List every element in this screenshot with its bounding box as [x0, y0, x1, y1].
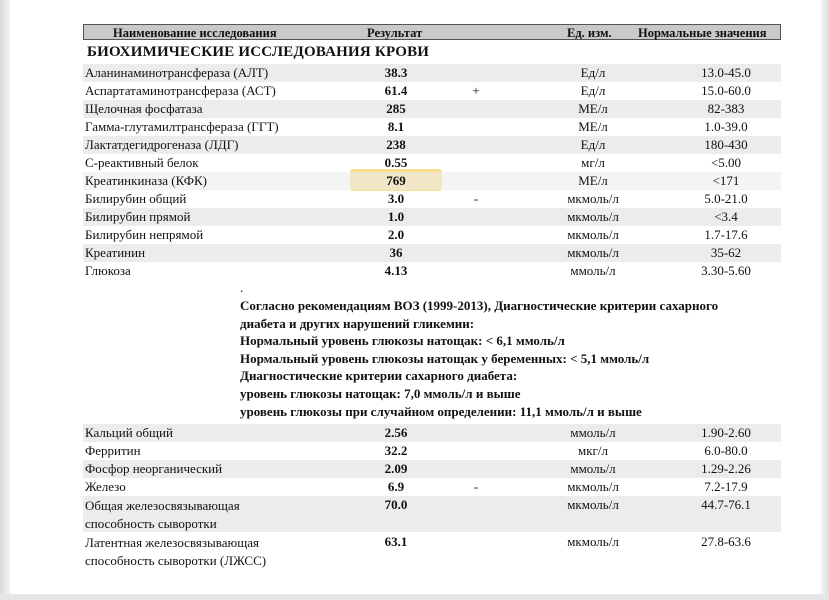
- table-row: Латентная железосвязывающая способность сыворотки (ЛЖСС) 63.1 мкмоль/л 27.8-63.6: [85, 534, 751, 568]
- row-name-line1: Латентная железосвязывающая: [85, 535, 259, 550]
- page-edge-right: [821, 0, 829, 600]
- note-line: Нормальный уровень глюкозы натощак: < 6,1 ммоль/л: [240, 333, 565, 349]
- table-row: Глюкоза 4.13 ммоль/л 3.30-5.60: [85, 263, 751, 278]
- page-edge-left: [0, 0, 10, 600]
- note-line: Согласно рекомендациям ВОЗ (1999-2013), Диагностические критерии сахарного: [240, 298, 719, 313]
- table-row: Фосфор неорганический 2.09 ммоль/л 1.29-2.26: [83, 460, 781, 478]
- table-row: С-реактивный белок 0.55 мг/л <5.00: [85, 155, 742, 170]
- note-line: диабета и других нарушений гликемии:: [240, 315, 475, 331]
- note-line: Диагностические критерии сахарного диабета:: [240, 368, 518, 384]
- table-row: Билирубин прямой 1.0 мкмоль/л <3.4: [83, 208, 781, 226]
- note-line: уровень глюкозы натощак: 7,0 ммоль/л и выше: [240, 385, 521, 401]
- note-dot: .: [240, 280, 244, 295]
- table-row: Билирубин общий 3.0 - мкмоль/л 5.0-21.0: [85, 191, 748, 206]
- section-title: БИОХИМИЧЕСКИЕ ИССЛЕДОВАНИЯ КРОВИ: [87, 44, 430, 60]
- table-row: Аспартатаминотрансфераза (АСТ) 61.4 + Ед/л 15.0-60.0: [85, 83, 751, 98]
- note-line: Нормальный уровень глюкозы натощак у беременных: < 5,1 ммоль/л: [240, 350, 650, 366]
- note-line: уровень глюкозы при случайном определении: 11,1 ммоль/л и выше: [240, 403, 642, 419]
- table-row: Билирубин непрямой 2.0 мкмоль/л 1.7-17.6: [85, 227, 748, 242]
- table-row: Железо 6.9 - мкмоль/л 7.2-17.9: [85, 479, 748, 494]
- header-unit: Ед. изм.: [567, 26, 612, 40]
- table-row: Щелочная фосфатаза 285 МЕ/л 82-383: [83, 100, 781, 118]
- table-header: [83, 24, 781, 40]
- table-row: Кальций общий 2.56 ммоль/л 1.90-2.60: [83, 424, 781, 442]
- header-norm: Нормальные значения: [638, 26, 767, 40]
- table-row: Креатинкиназа (КФК) 769 МЕ/л <171: [83, 172, 781, 190]
- table-row: Лактатдегидрогеназа (ЛДГ) 238 Ед/л 180-430: [83, 136, 781, 154]
- header-name: Наименование исследования: [113, 26, 277, 40]
- table-row: Гамма-глутамилтрансфераза (ГГТ) 8.1 МЕ/л 1.0-39.0: [85, 119, 748, 134]
- glucose-note: [240, 297, 760, 420]
- table-row: Общая железосвязывающая способность сыворотки 70.0 мкмоль/л 44.7-76.1: [83, 496, 781, 532]
- row-name-line2: способность сыворотки: [85, 516, 217, 531]
- table-row: Аланинаминотрансфераза (АЛТ) 38.3 Ед/л 13.0-45.0: [83, 64, 781, 82]
- row-name-line1: Общая железосвязывающая: [85, 498, 240, 513]
- header-result: Результат: [367, 26, 423, 40]
- table-row: Креатинин 36 мкмоль/л 35-62: [83, 244, 781, 262]
- table-row: Ферритин 32.2 мкг/л 6.0-80.0: [85, 443, 748, 458]
- page-edge-bottom: [0, 594, 829, 600]
- row-name-line2: способность сыворотки (ЛЖСС): [85, 553, 267, 568]
